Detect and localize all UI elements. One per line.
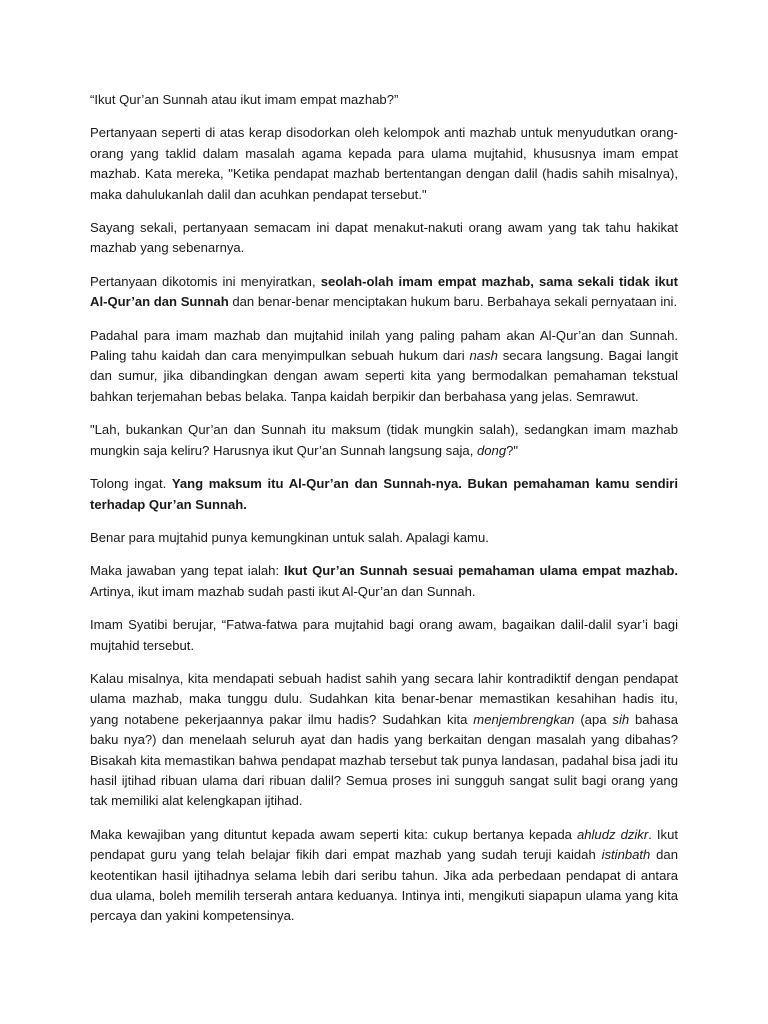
document-heading-question: [90, 90, 678, 110]
document-paragraph: [90, 528, 678, 548]
italic-text: istinbath: [601, 847, 651, 863]
paragraph-text: Maka jawaban yang tepat ialah:: [90, 563, 284, 579]
document-paragraph: [90, 615, 678, 656]
bold-text: Ikut Qur’an Sunnah sesuai pemahaman ulama empat mazhab.: [283, 563, 678, 579]
document-paragraph: [90, 123, 678, 205]
document-paragraph: [90, 561, 678, 602]
paragraph-text: dan keotentikan hasil ijtihadnya selama lebih dari seribu tahun. Jika ada perbedaan pendapat di antara dua ulama, boleh memilih terserah antara keduanya. Intinya inti, mengikuti siapapun ulama yang kita percaya dan yakini kompetensinya.: [90, 847, 678, 924]
document-paragraph: [90, 825, 678, 927]
paragraph-text: Pertanyaan dikotomis ini menyiratkan,: [90, 273, 321, 289]
document-page: [90, 90, 678, 940]
italic-text: ahludz dzikr: [576, 826, 649, 842]
paragraph-text: Pertanyaan seperti di atas kerap disodorkan oleh kelompok anti mazhab untuk menyudutkan orang-orang yang taklid dalam masalah agama kepada para ulama mujtahid, khususnya imam empat mazhab. Kata mereka, "Ketika pendapat mazhab bertentangan dengan dalil (hadis sahih misalnya), maka dahulukanlah dalil dan acuhkan pendapat tersebut.": [90, 125, 678, 202]
paragraph-text: Tolong ingat.: [90, 476, 172, 492]
paragraph-text: (apa: [574, 711, 613, 727]
paragraph-text: Kalau misalnya, kita mendapati sebuah hadist sahih yang secara lahir kontradiktif dengan pendapat ulama mazhab, maka tunggu dulu. Sudahkan kita benar-benar memastikan kesahihan hadis itu, yang notabene pekerjaannya pakar ilmu hadis? Sudahkan kita: [90, 670, 678, 727]
document-paragraph: [90, 326, 678, 408]
document-paragraph: [90, 669, 678, 812]
bold-text: seolah-olah imam empat mazhab, sama sekali tidak ikut Al-Qur’an dan Sunnah: [90, 273, 678, 310]
paragraph-text: bahasa baku nya?) dan menelaah seluruh ayat dan hadis yang berkaitan dengan masalah yang dibahas? Bisakah kita memastikan bahwa pendapat mazhab tersebut tak punya landasan, padahal bisa jadi itu hasil ijtihad ribuan ulama dari ribuan dalil? Semua proses ini sungguh sangat sulit bagi orang yang tak memiliki alat kelengkapan ijtihad.: [90, 711, 678, 809]
italic-text: sih: [612, 711, 630, 727]
italic-text: menjembrengkan: [473, 711, 575, 727]
paragraph-text: Padahal para imam mazhab dan mujtahid inilah yang paling paham akan Al-Qur’an dan Sunnah. Paling tahu kaidah dan cara menyimpulkan sebuah hukum dari: [90, 327, 678, 364]
paragraph-text: ?": [506, 442, 519, 458]
document-paragraph: [90, 272, 678, 313]
paragraph-text: . Ikut pendapat guru yang telah belajar fikih dari empat mazhab yang sudah teruji kaidah: [90, 826, 678, 863]
paragraph-text: Maka kewajiban yang dituntut kepada awam seperti kita: cukup bertanya kepada: [90, 826, 577, 842]
italic-text: dong: [476, 442, 507, 458]
paragraph-text: Sayang sekali, pertanyaan semacam ini dapat menakut-nakuti orang awam yang tak tahu hakikat mazhab yang sebenarnya.: [90, 220, 678, 256]
paragraph-text: Imam Syatibi berujar, “Fatwa-fatwa para mujtahid bagi orang awam, bagaikan dalil-dalil syar’i bagi mujtahid tersebut.: [90, 617, 678, 653]
document-paragraph: [90, 474, 678, 515]
bold-text: Yang maksum itu Al-Qur’an dan Sunnah-nya. Bukan pemahaman kamu sendiri terhadap Qur’an Sunnah.: [90, 476, 679, 512]
italic-text: nash: [469, 348, 498, 364]
paragraph-text: dan benar-benar menciptakan hukum baru. Berbahaya sekali pernyataan ini.: [228, 294, 678, 310]
paragraph-text: "Lah, bukankan Qur’an dan Sunnah itu maksum (tidak mungkin salah), sedangkan imam mazhab mungkin saja keliru? Harusnya ikut Qur’an Sunnah langsung saja,: [90, 422, 678, 458]
paragraph-text: Artinya, ikut imam mazhab sudah pasti ikut Al-Qur’an dan Sunnah.: [90, 583, 476, 599]
paragraph-text: secara langsung. Bagai langit dan sumur, jika dibandingkan dengan awam seperti kita yang bermodalkan pemahaman tekstual bahkan terjemahan bebas belaka. Tanpa kaidah berpikir dan berbahasa yang jelas. Semrawut.: [90, 348, 678, 404]
paragraph-text: “Ikut Qur’an Sunnah atau ikut imam empat mazhab?”: [90, 92, 399, 107]
document-paragraph: [90, 218, 678, 259]
document-paragraph: [90, 420, 678, 461]
paragraph-text: Benar para mujtahid punya kemungkinan untuk salah. Apalagi kamu.: [90, 529, 489, 545]
